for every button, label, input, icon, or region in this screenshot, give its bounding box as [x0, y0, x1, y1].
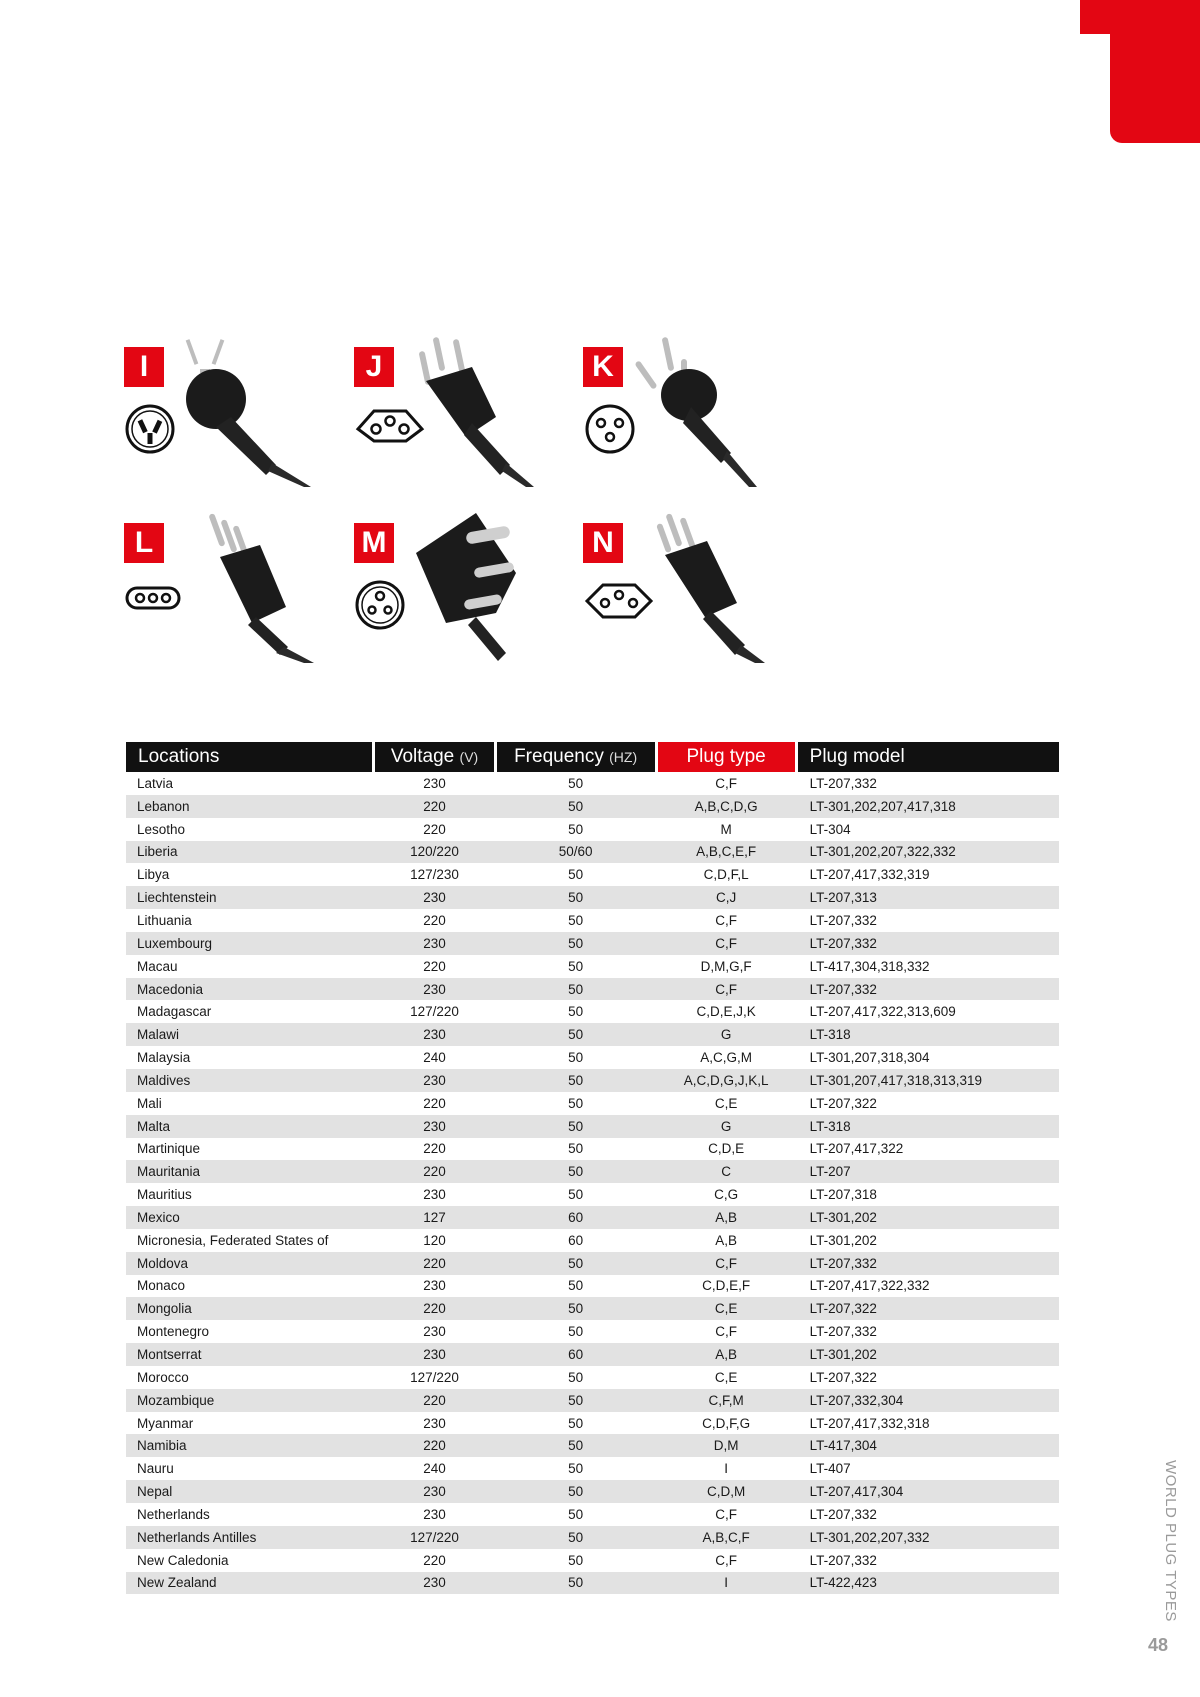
- plug-photo-j: [406, 337, 556, 487]
- cell-voltage: 127: [423, 1209, 446, 1225]
- cell-plug-model: LT-301,202: [809, 1232, 877, 1248]
- cell-voltage: 230: [423, 775, 446, 791]
- cell-voltage: 220: [423, 958, 446, 974]
- table-row: [126, 795, 1059, 818]
- cell-plug-type: C,D,E,F: [702, 1278, 751, 1294]
- cell-plug-model: LT-417,304,318,332: [809, 958, 930, 974]
- table-row: [126, 978, 1059, 1001]
- plug-card-k: [583, 347, 793, 512]
- cell-plug-model: LT-207,332: [809, 1255, 877, 1271]
- cell-location: Macau: [137, 958, 178, 974]
- table-row: [126, 1297, 1059, 1320]
- plug-letter-badge: L: [124, 523, 164, 563]
- plug-locations-table: [126, 742, 1059, 1594]
- table-row: [126, 1160, 1059, 1183]
- cell-location: Namibia: [137, 1438, 187, 1454]
- header-frequency-label: Frequency: [514, 746, 604, 767]
- cell-frequency: 50: [568, 1072, 584, 1088]
- cell-plug-model: LT-422,423: [809, 1575, 877, 1591]
- cell-frequency: 50: [568, 1484, 584, 1500]
- cell-voltage: 127/220: [410, 1369, 459, 1385]
- cell-frequency: 50: [568, 1324, 584, 1340]
- page-number: 48: [1148, 1635, 1169, 1655]
- plug-card-i: [124, 347, 334, 512]
- cell-frequency: 50: [568, 1529, 584, 1545]
- cell-plug-type: C,F: [715, 1506, 737, 1522]
- cell-plug-type: M: [720, 821, 732, 837]
- header-voltage-label: Voltage: [390, 746, 455, 767]
- cell-plug-type: D,M,G,F: [700, 958, 752, 974]
- cell-plug-model: LT-301,202,207,417,318: [809, 798, 956, 814]
- cell-plug-model: LT-207,332: [809, 1324, 877, 1340]
- plug-letter-badge: I: [124, 347, 164, 387]
- cell-location: Mexico: [137, 1209, 180, 1225]
- cell-voltage: 230: [423, 1118, 446, 1134]
- section-side-label: WORLD PLUG TYPES: [1162, 1460, 1179, 1622]
- cell-location: Montserrat: [137, 1347, 202, 1363]
- table-row: [126, 1069, 1059, 1092]
- cell-plug-type: C,F: [715, 981, 737, 997]
- cell-location: Monaco: [137, 1278, 186, 1294]
- cell-voltage: 230: [423, 1575, 446, 1591]
- header-plug-type: Plug type: [658, 742, 795, 772]
- cell-voltage: 220: [423, 1301, 446, 1317]
- cell-plug-model: LT-207,322: [809, 1301, 877, 1317]
- table-row: [126, 1252, 1059, 1275]
- cell-location: Lebanon: [137, 798, 190, 814]
- cell-location: Luxembourg: [137, 935, 213, 951]
- cell-frequency: 50: [568, 1575, 584, 1591]
- socket-type-k-icon: [583, 403, 637, 455]
- cell-plug-type: A,B,C,E,F: [696, 844, 757, 860]
- cell-location: Liechtenstein: [137, 890, 217, 906]
- cell-plug-type: C,F: [715, 1255, 737, 1271]
- table-row: [126, 863, 1059, 886]
- cell-voltage: 220: [423, 1164, 446, 1180]
- cell-voltage: 230: [423, 1324, 446, 1340]
- cell-location: Netherlands Antilles: [137, 1529, 257, 1545]
- cell-frequency: 50: [568, 890, 584, 906]
- socket-type-m-icon: [354, 579, 406, 631]
- cell-frequency: 50: [568, 1415, 584, 1431]
- header-voltage: [375, 742, 493, 772]
- table-row: [126, 1572, 1059, 1595]
- cell-voltage: 127/230: [410, 867, 459, 883]
- plug-letter-badge: N: [583, 523, 623, 563]
- cell-plug-type: C,E: [714, 1095, 738, 1111]
- header-locations: Locations: [126, 742, 372, 772]
- cell-frequency: 50: [568, 912, 584, 928]
- cell-plug-type: C,F: [715, 1324, 737, 1340]
- cell-frequency: 50: [568, 1278, 584, 1294]
- header-plug-model: Plug model: [798, 742, 1059, 772]
- header-frequency-unit: (HZ): [609, 749, 638, 765]
- cell-location: Micronesia, Federated States of: [137, 1232, 329, 1248]
- table-row: [126, 1115, 1059, 1138]
- cell-plug-type: C,F,M: [708, 1392, 744, 1408]
- cell-voltage: 220: [423, 1392, 446, 1408]
- cell-plug-type: A,B,C,F: [702, 1529, 750, 1545]
- plug-photo-m: [406, 513, 566, 673]
- cell-location: Malaysia: [137, 1050, 191, 1066]
- table-row: [126, 1480, 1059, 1503]
- cell-plug-type: D,M: [713, 1438, 739, 1454]
- cell-location: Nauru: [137, 1461, 174, 1477]
- cell-plug-model: LT-301,202,207,332: [809, 1529, 930, 1545]
- table-row: [126, 932, 1059, 955]
- cell-location: Latvia: [137, 775, 174, 791]
- cell-frequency: 50: [568, 1164, 584, 1180]
- cell-plug-type: C,F: [715, 1552, 737, 1568]
- cell-frequency: 50: [568, 935, 584, 951]
- cell-frequency: 50: [568, 1141, 584, 1157]
- cell-voltage: 230: [423, 1187, 446, 1203]
- cell-plug-model: LT-207,417,322: [809, 1141, 904, 1157]
- cell-location: Mozambique: [137, 1392, 215, 1408]
- cell-plug-type: C,E: [714, 1369, 738, 1385]
- cell-frequency: 50: [568, 1004, 584, 1020]
- table-row: [126, 1526, 1059, 1549]
- cell-plug-type: I: [724, 1575, 728, 1591]
- cell-plug-type: G: [720, 1027, 732, 1043]
- cell-frequency: 50: [568, 1369, 584, 1385]
- cell-plug-model: LT-207,417,332,319: [809, 867, 930, 883]
- cell-plug-model: LT-207,322: [809, 1369, 877, 1385]
- cell-plug-type: A,B: [715, 1347, 737, 1363]
- table-header-row: [126, 742, 1059, 772]
- cell-location: Moldova: [137, 1255, 189, 1271]
- table-body: [126, 772, 1059, 1594]
- cell-plug-model: LT-318: [809, 1027, 851, 1043]
- table-row: [126, 1412, 1059, 1435]
- table-row: [126, 1343, 1059, 1366]
- cell-frequency: 50: [568, 1050, 584, 1066]
- cell-plug-type: C,D,M: [706, 1484, 746, 1500]
- cell-voltage: 230: [423, 981, 446, 997]
- plug-letter-badge: K: [583, 347, 623, 387]
- cell-voltage: 230: [423, 1347, 446, 1363]
- cell-frequency: 50: [568, 1255, 584, 1271]
- cell-plug-type: C,D,E,J,K: [696, 1004, 756, 1020]
- cell-voltage: 220: [423, 912, 446, 928]
- plug-letter-badge: M: [354, 523, 394, 563]
- table-row: [126, 1434, 1059, 1457]
- cell-location: Libya: [137, 867, 170, 883]
- cell-frequency: 50: [568, 867, 584, 883]
- table-row: [126, 841, 1059, 864]
- cell-plug-type: I: [724, 1461, 728, 1477]
- table-row: [126, 1366, 1059, 1389]
- cell-plug-type: C: [721, 1164, 731, 1180]
- socket-type-l-icon: [124, 579, 182, 615]
- cell-plug-model: LT-207,417,322,313,609: [809, 1004, 956, 1020]
- cell-location: Mali: [137, 1095, 162, 1111]
- cell-voltage: 220: [423, 1438, 446, 1454]
- cell-plug-type: A,C,D,G,J,K,L: [683, 1072, 769, 1088]
- cell-frequency: 50: [568, 1027, 584, 1043]
- plug-card-l: [124, 523, 334, 688]
- table-row: [126, 909, 1059, 932]
- table-row: [126, 1275, 1059, 1298]
- table-row: [126, 818, 1059, 841]
- table-row: [126, 1092, 1059, 1115]
- cell-frequency: 50/60: [558, 844, 593, 860]
- cell-plug-model: LT-301,207,417,318,313,319: [809, 1072, 983, 1088]
- table-row: [126, 886, 1059, 909]
- table-row: [126, 1023, 1059, 1046]
- cell-plug-model: LT-207,322: [809, 1095, 877, 1111]
- cell-plug-model: LT-304: [809, 821, 851, 837]
- cell-frequency: 50: [568, 1552, 584, 1568]
- cell-location: New Zealand: [137, 1575, 217, 1591]
- cell-voltage: 240: [423, 1461, 446, 1477]
- cell-plug-type: A,C,G,M: [700, 1050, 752, 1066]
- cell-plug-model: LT-301,202: [809, 1209, 877, 1225]
- cell-plug-type: C,F: [715, 912, 737, 928]
- cell-frequency: 50: [568, 1118, 584, 1134]
- cell-plug-model: LT-207,313: [809, 890, 877, 906]
- cell-voltage: 120/220: [410, 844, 459, 860]
- cell-plug-type: A,B: [715, 1209, 737, 1225]
- cell-location: Lithuania: [137, 912, 192, 928]
- cell-location: Maldives: [137, 1072, 191, 1088]
- table-row: [126, 1503, 1059, 1526]
- cell-frequency: 50: [568, 1438, 584, 1454]
- table-row: [126, 1183, 1059, 1206]
- cell-location: Morocco: [137, 1369, 189, 1385]
- cell-plug-type: C,G: [714, 1187, 739, 1203]
- cell-location: Mongolia: [137, 1301, 192, 1317]
- table-row: [126, 1320, 1059, 1343]
- cell-frequency: 50: [568, 1392, 584, 1408]
- cell-plug-type: C,D,F,G: [702, 1415, 751, 1431]
- cell-plug-model: LT-301,202: [809, 1347, 877, 1363]
- plug-photo-k: [635, 337, 785, 487]
- cell-location: Montenegro: [137, 1324, 210, 1340]
- cell-location: Netherlands: [137, 1506, 210, 1522]
- cell-voltage: 230: [423, 1415, 446, 1431]
- cell-voltage: 220: [423, 821, 446, 837]
- cell-plug-model: LT-207,417,322,332: [809, 1278, 930, 1294]
- cell-location: Mauritania: [137, 1164, 201, 1180]
- cell-plug-type: G: [720, 1118, 732, 1134]
- socket-type-i-icon: [124, 403, 176, 455]
- cell-location: Liberia: [137, 844, 178, 860]
- cell-plug-model: LT-207,332: [809, 1506, 877, 1522]
- cell-plug-model: LT-207,332: [809, 912, 877, 928]
- table-row: [126, 1046, 1059, 1069]
- cell-frequency: 50: [568, 1506, 584, 1522]
- plug-card-n: [583, 523, 793, 688]
- table-row: [126, 955, 1059, 978]
- cell-voltage: 230: [423, 1506, 446, 1522]
- cell-frequency: 50: [568, 1461, 584, 1477]
- cell-location: Lesotho: [137, 821, 186, 837]
- cell-plug-model: LT-301,207,318,304: [809, 1050, 930, 1066]
- cell-location: New Caledonia: [137, 1552, 229, 1568]
- cell-plug-type: C,D,F,L: [703, 867, 749, 883]
- cell-location: Myanmar: [137, 1415, 194, 1431]
- cell-plug-model: LT-207,332,304: [809, 1392, 904, 1408]
- cell-voltage: 230: [423, 935, 446, 951]
- cell-plug-model: LT-417,304: [809, 1438, 877, 1454]
- plug-card-m: [354, 523, 564, 688]
- plug-card-j: [354, 347, 564, 512]
- plug-letter-badge: J: [354, 347, 394, 387]
- cell-voltage: 230: [423, 890, 446, 906]
- cell-voltage: 127/220: [410, 1004, 459, 1020]
- cell-plug-model: LT-301,202,207,322,332: [809, 844, 956, 860]
- cell-frequency: 60: [568, 1232, 584, 1248]
- cell-frequency: 50: [568, 1301, 584, 1317]
- cell-plug-type: C,D,E: [708, 1141, 745, 1157]
- cell-voltage: 220: [423, 1552, 446, 1568]
- table-row: [126, 1389, 1059, 1412]
- cell-plug-model: LT-207: [809, 1164, 851, 1180]
- header-frequency: [497, 742, 655, 772]
- cell-plug-model: LT-207,332: [809, 935, 877, 951]
- cell-plug-model: LT-207,332: [809, 775, 877, 791]
- cell-voltage: 127/220: [410, 1529, 459, 1545]
- cell-location: Martinique: [137, 1141, 201, 1157]
- cell-location: Mauritius: [137, 1187, 192, 1203]
- corner-tab-decoration: [1110, 0, 1200, 143]
- cell-plug-model: LT-407: [809, 1461, 851, 1477]
- cell-frequency: 60: [568, 1347, 584, 1363]
- cell-frequency: 50: [568, 798, 584, 814]
- cell-voltage: 240: [423, 1050, 446, 1066]
- cell-location: Malta: [137, 1118, 171, 1134]
- cell-voltage: 230: [423, 1484, 446, 1500]
- plug-photo-l: [176, 513, 336, 663]
- cell-voltage: 220: [423, 1141, 446, 1157]
- table-row: [126, 1457, 1059, 1480]
- cell-plug-type: C,F: [715, 775, 737, 791]
- cell-plug-type: C,J: [715, 890, 737, 906]
- cell-voltage: 230: [423, 1027, 446, 1043]
- cell-frequency: 50: [568, 1095, 584, 1111]
- cell-plug-model: LT-318: [809, 1118, 851, 1134]
- table-row: [126, 1206, 1059, 1229]
- cell-frequency: 60: [568, 1209, 584, 1225]
- plug-photo-i: [176, 337, 326, 487]
- cell-plug-model: LT-207,417,304: [809, 1484, 904, 1500]
- cell-location: Nepal: [137, 1484, 173, 1500]
- cell-plug-model: LT-207,417,332,318: [809, 1415, 930, 1431]
- cell-plug-model: LT-207,332: [809, 1552, 877, 1568]
- cell-voltage: 230: [423, 1278, 446, 1294]
- cell-plug-type: C,F: [715, 935, 737, 951]
- cell-plug-type: A,B: [715, 1232, 737, 1248]
- cell-frequency: 50: [568, 821, 584, 837]
- cell-location: Malawi: [137, 1027, 180, 1043]
- cell-frequency: 50: [568, 775, 584, 791]
- cell-plug-model: LT-207,318: [809, 1187, 877, 1203]
- plug-photo-n: [635, 513, 795, 663]
- table-row: [126, 1138, 1059, 1161]
- cell-frequency: 50: [568, 1187, 584, 1203]
- cell-voltage: 230: [423, 1072, 446, 1088]
- cell-plug-type: A,B,C,D,G: [694, 798, 758, 814]
- table-row: [126, 1229, 1059, 1252]
- cell-plug-type: C,E: [714, 1301, 738, 1317]
- cell-voltage: 220: [423, 1095, 446, 1111]
- cell-frequency: 50: [568, 958, 584, 974]
- cell-frequency: 50: [568, 981, 584, 997]
- cell-location: Madagascar: [137, 1004, 212, 1020]
- table-row: [126, 772, 1059, 795]
- cell-plug-model: LT-207,332: [809, 981, 877, 997]
- cell-voltage: 120: [423, 1232, 446, 1248]
- cell-voltage: 220: [423, 1255, 446, 1271]
- table-row: [126, 1000, 1059, 1023]
- header-voltage-unit: (V): [459, 749, 479, 765]
- cell-voltage: 220: [423, 798, 446, 814]
- cell-location: Macedonia: [137, 981, 204, 997]
- table-row: [126, 1549, 1059, 1572]
